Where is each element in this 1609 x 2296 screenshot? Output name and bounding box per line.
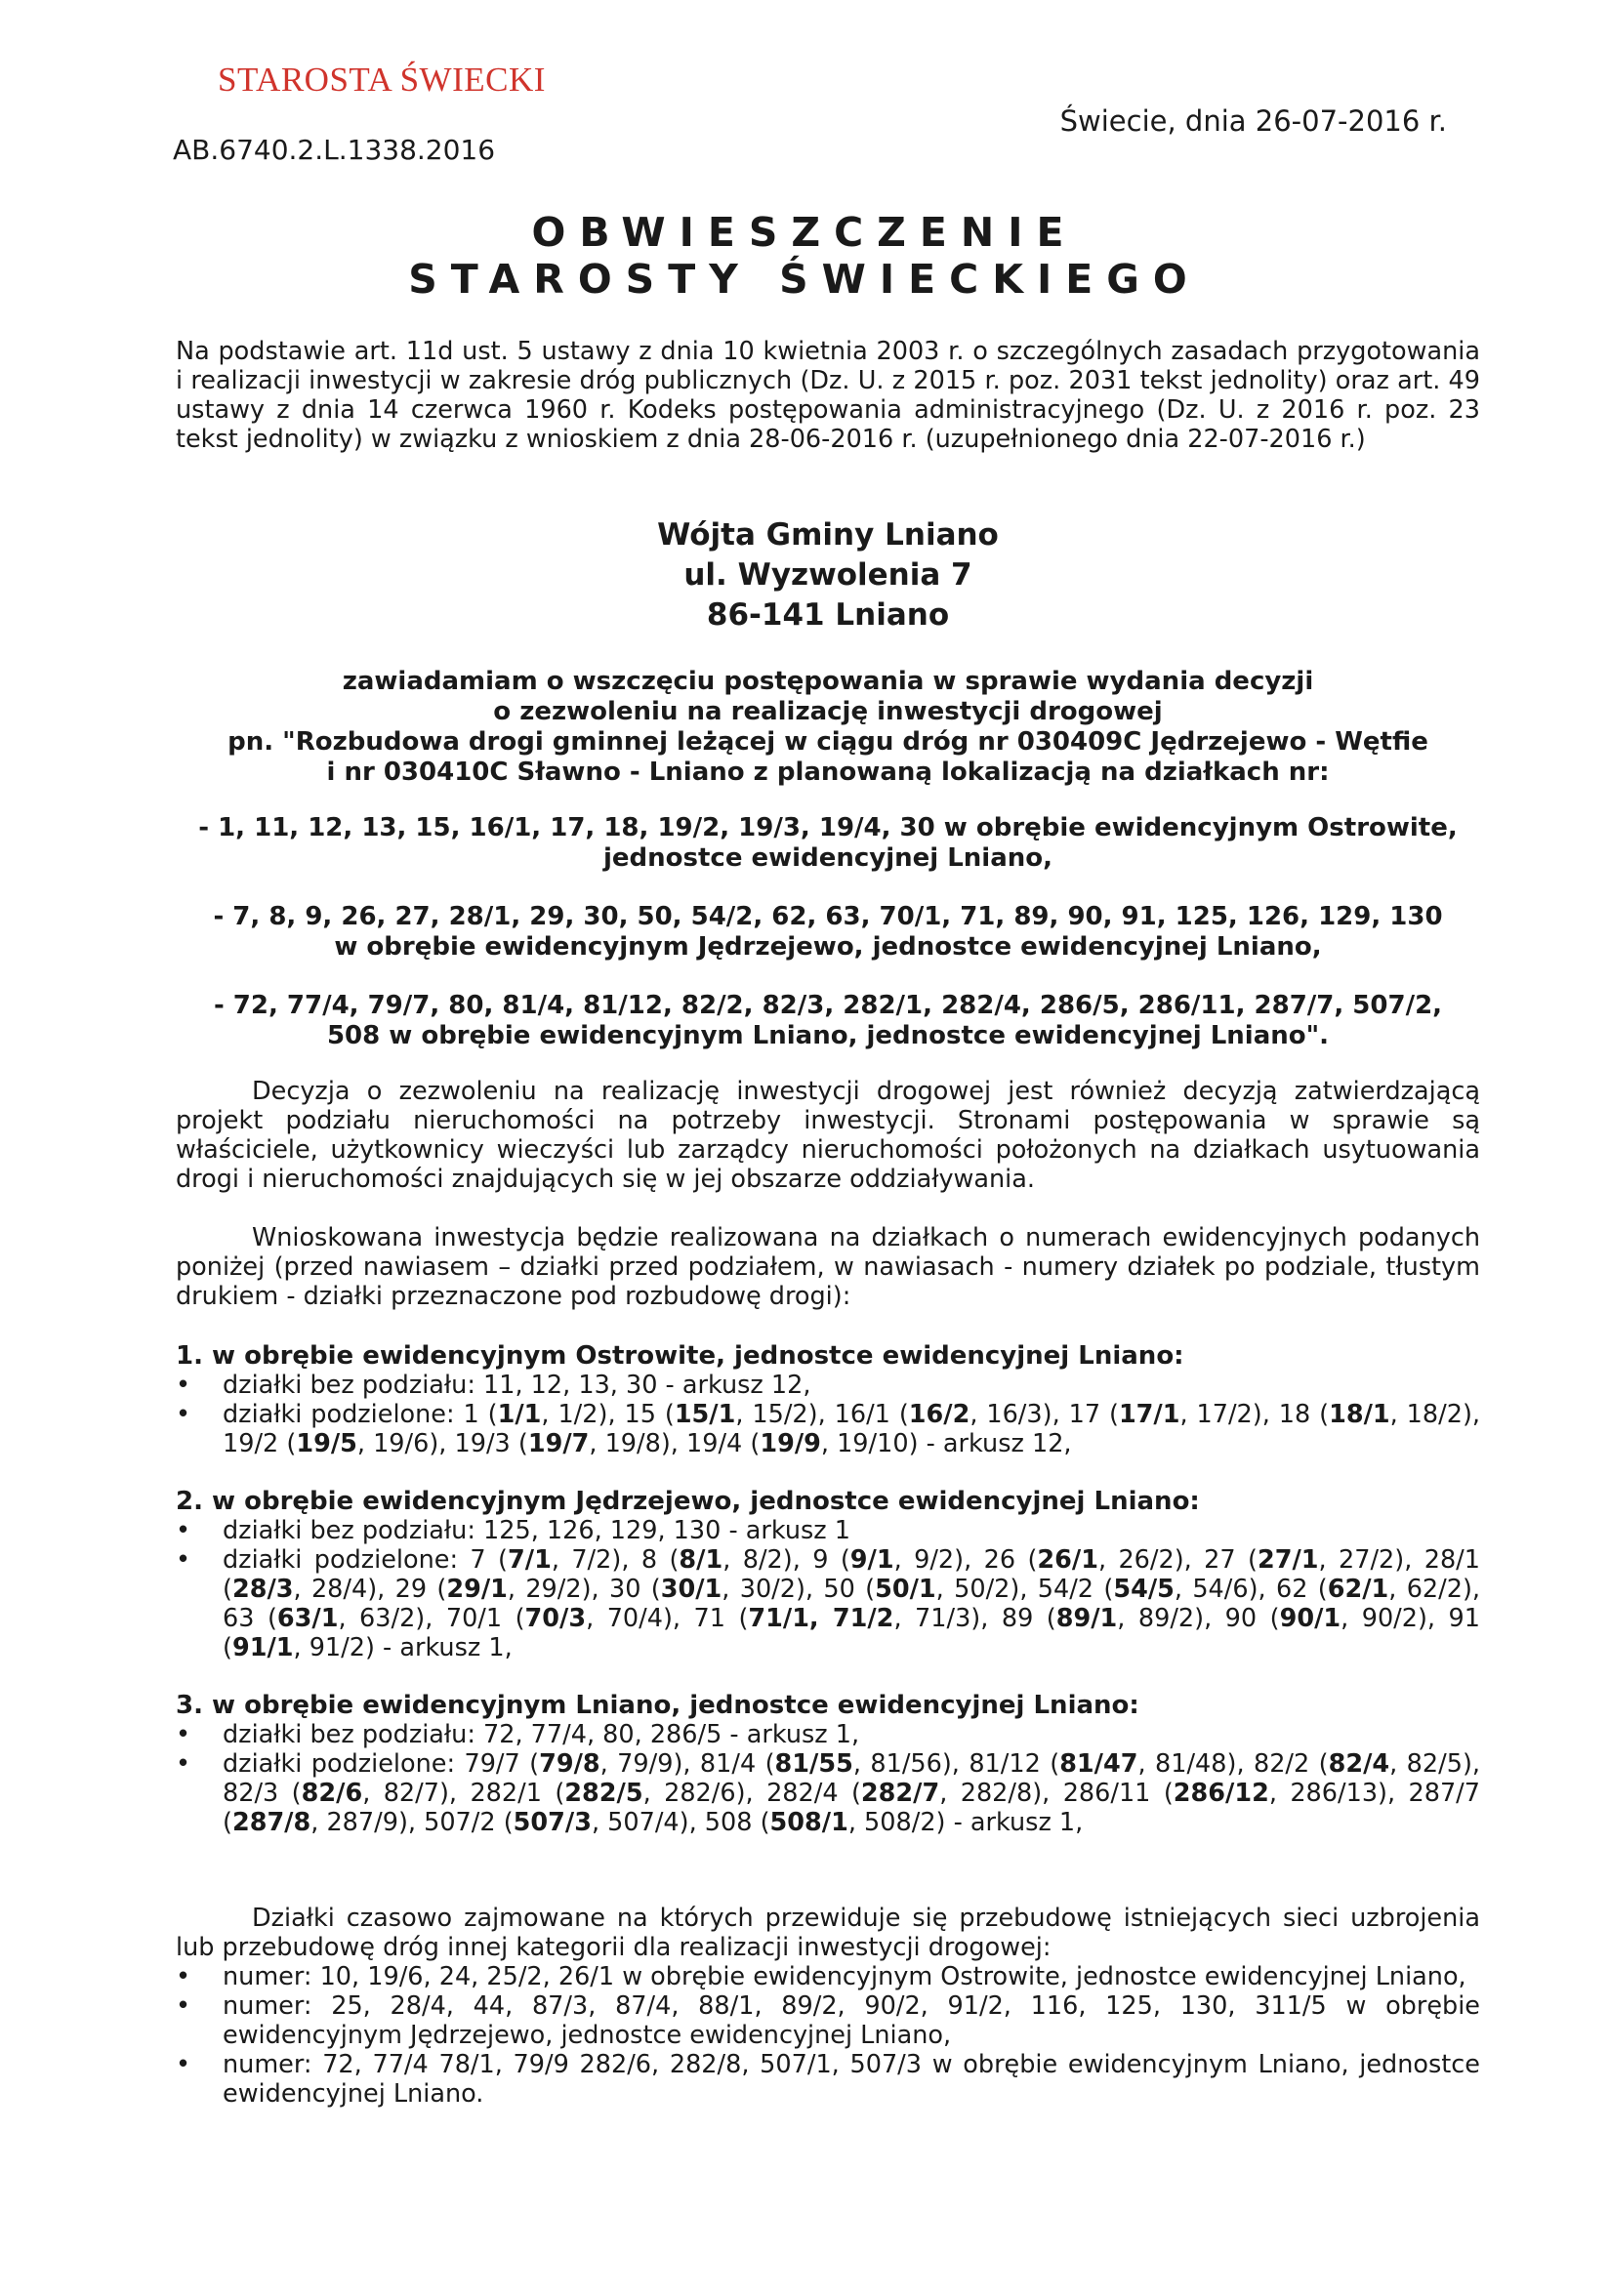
plot-number-road: 91/1 xyxy=(231,1633,294,1662)
list-item-text: , 26/2), 27 ( xyxy=(1097,1545,1258,1575)
list-item-text: , 70/4), 71 ( xyxy=(586,1604,749,1633)
list-item-text: działki bez podziału: 125, 126, 129, 130 - arkusz 1 xyxy=(223,1516,851,1545)
notice-line: zawiadamiam o wszczęciu postępowania w sprawie wydania decyzji xyxy=(342,667,1314,696)
plot-number-road: 19/7 xyxy=(527,1429,590,1458)
section-list xyxy=(176,1371,1480,1458)
list-item-text: , 90/2), 91 ( xyxy=(223,1604,1480,1662)
place-date: Świecie, dnia 26-07-2016 r. xyxy=(1059,104,1447,138)
plots-line: w obrębie ewidencyjnym Jędrzejewo, jednostce ewidencyjnej Lniano, xyxy=(334,932,1322,962)
list-item-text: , 50/2), 54/2 ( xyxy=(935,1575,1114,1604)
list-item-text: , 507/4), 508 ( xyxy=(591,1808,770,1837)
list-item-text: , 15/2), 16/1 ( xyxy=(735,1400,909,1429)
investment-paragraph: Wnioskowana inwestycja będzie realizowana na działkach o numerach ewidencyjnych podanych poniżej (przed nawiasem – działki przed podziałem, w nawiasach - numery działek po podziale, tłustym drukiem - działki przeznaczone pod rozbudowę drogi): xyxy=(176,1223,1480,1311)
plot-number-road: 15/1 xyxy=(674,1400,736,1429)
list-item-text: działki podzielone: 7 ( xyxy=(223,1545,509,1575)
plot-number-road: 8/1 xyxy=(679,1545,723,1575)
list-item-text: , 82/5), 82/3 ( xyxy=(223,1749,1480,1808)
plot-number-road: 81/47 xyxy=(1059,1749,1138,1779)
plot-sections xyxy=(176,1341,1480,1837)
list-item-text: , 9/2), 26 ( xyxy=(893,1545,1038,1575)
section-list xyxy=(176,1516,1480,1662)
bullet-icon: • xyxy=(176,1371,191,1400)
list-item-text: działki bez podziału: 72, 77/4, 80, 286/5 - arkusz 1, xyxy=(223,1720,860,1749)
list-item-text: , 282/8), 286/11 ( xyxy=(939,1779,1174,1808)
list-item-text: , 286/13), 287/7 ( xyxy=(223,1779,1480,1837)
section-heading: 3. w obrębie ewidencyjnym Lniano, jednostce ewidencyjnej Lniano: xyxy=(176,1691,1139,1720)
list-item-text: , 79/9), 81/4 ( xyxy=(599,1749,775,1779)
list-item xyxy=(176,2050,1480,2109)
plot-number-road: 50/1 xyxy=(875,1575,936,1604)
list-item-text: , 7/2), 8 ( xyxy=(551,1545,680,1575)
applicant-city: 86-141 Lniano xyxy=(706,597,950,633)
plot-number-road: 17/1 xyxy=(1118,1400,1180,1429)
temporary-list xyxy=(176,1962,1480,2109)
list-item-text: , 81/56), 81/12 ( xyxy=(852,1749,1060,1779)
section-heading: 1. w obrębie ewidencyjnym Ostrowite, jednostce ewidencyjnej Lniano: xyxy=(176,1341,1184,1371)
plot-number-road: 71/1, 71/2 xyxy=(748,1604,894,1633)
bullet-icon: • xyxy=(176,1545,191,1575)
plots-group-jedrzejewo xyxy=(176,902,1480,963)
notice-line: o zezwoleniu na realizację inwestycji drogowej xyxy=(493,697,1163,726)
notice-line: i nr 030410C Sławno - Lniano z planowaną lokalizacją na działkach nr: xyxy=(326,758,1330,787)
plot-section xyxy=(176,1691,1480,1837)
decision-paragraph: Decyzja o zezwoleniu na realizację inwestycji drogowej jest również decyzją zatwierdzającą projekt podziału nieruchomości na potrzeby inwestycji. Stronami postępowania w sprawie są właściciele, użytkownicy wieczyści lub zarządcy nieruchomości położonych na działkach usytuowania drogi i nieruchomości znajdujących się w jej obszarze oddziaływania. xyxy=(176,1077,1480,1194)
section-heading: 2. w obrębie ewidencyjnym Jędrzejewo, jednostce ewidencyjnej Lniano: xyxy=(176,1487,1200,1516)
list-item-text: , 19/8), 19/4 ( xyxy=(589,1429,761,1458)
plot-number-road: 27/1 xyxy=(1257,1545,1319,1575)
list-item xyxy=(176,1371,1480,1400)
list-item-text: numer: 10, 19/6, 24, 25/2, 26/1 w obrębie ewidencyjnym Ostrowite, jednostce ewidencyjnej Lniano, xyxy=(223,1962,1466,1991)
plots-line: jednostce ewidencyjnej Lniano, xyxy=(602,843,1052,873)
list-item-text: , 18/2), 19/2 ( xyxy=(223,1400,1480,1458)
list-item-text: , 89/2), 90 ( xyxy=(1117,1604,1280,1633)
list-item-text: , 29/2), 30 ( xyxy=(507,1575,661,1604)
bullet-icon: • xyxy=(176,1962,191,1991)
list-item-text: , 19/10) - arkusz 12, xyxy=(820,1429,1072,1458)
list-item-text: działki podzielone: 1 ( xyxy=(223,1400,498,1429)
notice-block xyxy=(176,667,1480,788)
temporary-intro: Działki czasowo zajmowane na których przewiduje się przebudowę istniejących sieci uzbrojenia lub przebudowę dróg innej kategorii dla realizacji inwestycji drogowej: xyxy=(176,1904,1480,1962)
list-item-text: , 27/2), 28/1 ( xyxy=(223,1545,1480,1604)
list-item xyxy=(176,1720,1480,1749)
bullet-icon: • xyxy=(176,1400,191,1429)
plot-number-road: 82/6 xyxy=(301,1779,363,1808)
document-title-line1: OBWIESZCZENIE xyxy=(531,209,1078,256)
plots-line: - 1, 11, 12, 13, 15, 16/1, 17, 18, 19/2, 19/3, 19/4, 30 w obrębie ewidencyjnym Ostrowite, xyxy=(198,813,1458,842)
plot-number-road: 287/8 xyxy=(231,1808,311,1837)
list-item-text: , 30/2), 50 ( xyxy=(722,1575,876,1604)
plot-number-road: 29/1 xyxy=(446,1575,508,1604)
list-item-text: działki bez podziału: 11, 12, 13, 30 - arkusz 12, xyxy=(223,1371,811,1400)
plot-number-road: 81/55 xyxy=(774,1749,853,1779)
plot-number-road: 7/1 xyxy=(508,1545,552,1575)
plots-line: - 72, 77/4, 79/7, 80, 81/4, 81/12, 82/2, 82/3, 282/1, 282/4, 286/5, 286/11, 287/7, 507/2, xyxy=(213,991,1443,1020)
list-item-text: , 16/3), 17 ( xyxy=(970,1400,1119,1429)
plot-number-road: 70/3 xyxy=(524,1604,587,1633)
bullet-icon: • xyxy=(176,1991,191,2021)
list-item-text: działki podzielone: 79/7 ( xyxy=(223,1749,540,1779)
applicant-street: ul. Wyzwolenia 7 xyxy=(683,557,972,593)
list-item-text: , 82/7), 282/1 ( xyxy=(362,1779,565,1808)
list-item-text: , 71/3), 89 ( xyxy=(893,1604,1056,1633)
list-item-text: , 81/48), 82/2 ( xyxy=(1137,1749,1329,1779)
section-list xyxy=(176,1720,1480,1837)
case-reference: AB.6740.2.L.1338.2016 xyxy=(173,134,496,166)
plot-number-road: 62/1 xyxy=(1327,1575,1389,1604)
plots-group-lniano xyxy=(176,991,1480,1051)
legal-basis-paragraph: Na podstawie art. 11d ust. 5 ustawy z dnia 10 kwietnia 2003 r. o szczególnych zasadach przygotowania i realizacji inwestycji w zakresie dróg publicznych (Dz. U. z 2015 r. poz. 2031 tekst jednolity) oraz art. 49 ustawy z dnia 14 czerwca 1960 r. Kodeks postępowania administracyjnego (Dz. U. z 2016 r. poz. 23 tekst jednolity) w związku z wnioskiem z dnia 28-06-2016 r. (uzupełnionego dnia 22-07-2016 r.) xyxy=(176,337,1480,454)
list-item-text: , 54/6), 62 ( xyxy=(1174,1575,1328,1604)
list-item xyxy=(176,1400,1480,1458)
plot-section xyxy=(176,1487,1480,1662)
list-item-text: , 28/4), 29 ( xyxy=(293,1575,447,1604)
list-item-text: , 508/2) - arkusz 1, xyxy=(847,1808,1084,1837)
plot-number-road: 54/5 xyxy=(1113,1575,1175,1604)
plot-number-road: 30/1 xyxy=(660,1575,722,1604)
list-item xyxy=(176,1749,1480,1837)
document-title-line2: STAROSTY ŚWIECKIEGO xyxy=(408,256,1201,303)
list-item xyxy=(176,1516,1480,1545)
applicant-block xyxy=(176,515,1480,636)
bullet-icon: • xyxy=(176,1749,191,1779)
office-stamp: STAROSTA ŚWIECKI xyxy=(218,61,546,99)
plot-number-road: 9/1 xyxy=(849,1545,894,1575)
plot-section xyxy=(176,1341,1480,1458)
list-item-text: , 17/2), 18 ( xyxy=(1179,1400,1330,1429)
list-item-text: , 91/2) - arkusz 1, xyxy=(293,1633,513,1662)
plots-group-ostrowite xyxy=(176,813,1480,874)
plot-number-road: 16/2 xyxy=(908,1400,970,1429)
list-item-text: , 8/2), 9 ( xyxy=(722,1545,850,1575)
plot-number-road: 18/1 xyxy=(1329,1400,1390,1429)
list-item xyxy=(176,1962,1480,1991)
list-item-text: , 63/2), 70/1 ( xyxy=(338,1604,525,1633)
list-item-text: , 62/2), 63 ( xyxy=(223,1575,1481,1633)
list-item xyxy=(176,1991,1480,2050)
notice-line: pn. "Rozbudowa drogi gminnej leżącej w ciągu dróg nr 030409C Jędrzejewo - Wętfie xyxy=(227,727,1428,757)
bullet-icon: • xyxy=(176,2050,191,2079)
plot-number-road: 90/1 xyxy=(1279,1604,1341,1633)
bullet-icon: • xyxy=(176,1720,191,1749)
plot-number-road: 508/1 xyxy=(769,1808,848,1837)
list-item-text: numer: 72, 77/4 78/1, 79/9 282/6, 282/8, 507/1, 507/3 w obrębie ewidencyjnym Lniano, jednostce ewidencyjnej Lniano. xyxy=(223,2050,1480,2109)
plot-number-road: 19/5 xyxy=(296,1429,357,1458)
plot-number-road: 282/7 xyxy=(860,1779,940,1808)
bullet-icon: • xyxy=(176,1516,191,1545)
plot-number-road: 63/1 xyxy=(276,1604,339,1633)
plot-number-road: 89/1 xyxy=(1055,1604,1118,1633)
applicant-name: Wójta Gminy Lniano xyxy=(657,517,999,553)
plot-number-road: 82/4 xyxy=(1328,1749,1390,1779)
plot-number-road: 19/9 xyxy=(760,1429,821,1458)
plot-number-road: 28/3 xyxy=(231,1575,294,1604)
list-item-text: , 19/6), 19/3 ( xyxy=(356,1429,528,1458)
temporary-plots-block xyxy=(176,1904,1480,2109)
list-item xyxy=(176,1545,1480,1662)
plot-number-road: 26/1 xyxy=(1037,1545,1098,1575)
plots-line: - 7, 8, 9, 26, 27, 28/1, 29, 30, 50, 54/2, 62, 63, 70/1, 71, 89, 90, 91, 125, 126, 129, 130 xyxy=(213,902,1443,931)
list-item-text: numer: 25, 28/4, 44, 87/3, 87/4, 88/1, 89/2, 90/2, 91/2, 116, 125, 130, 311/5 w obrębie ewidencyjnym Jędrzejewo, jednostce ewidencyjnej Lniano, xyxy=(223,1991,1480,2050)
list-item-text: , 287/9), 507/2 ( xyxy=(310,1808,514,1837)
plot-number-road: 286/12 xyxy=(1173,1779,1269,1808)
plots-line: 508 w obrębie ewidencyjnym Lniano, jednostce ewidencyjnej Lniano". xyxy=(326,1021,1330,1050)
plot-number-road: 1/1 xyxy=(497,1400,542,1429)
plot-number-road: 282/5 xyxy=(564,1779,643,1808)
plot-number-road: 79/8 xyxy=(539,1749,600,1779)
plot-number-road: 507/3 xyxy=(513,1808,592,1837)
list-item-text: , 1/2), 15 ( xyxy=(541,1400,675,1429)
list-item-text: , 282/6), 282/4 ( xyxy=(642,1779,861,1808)
